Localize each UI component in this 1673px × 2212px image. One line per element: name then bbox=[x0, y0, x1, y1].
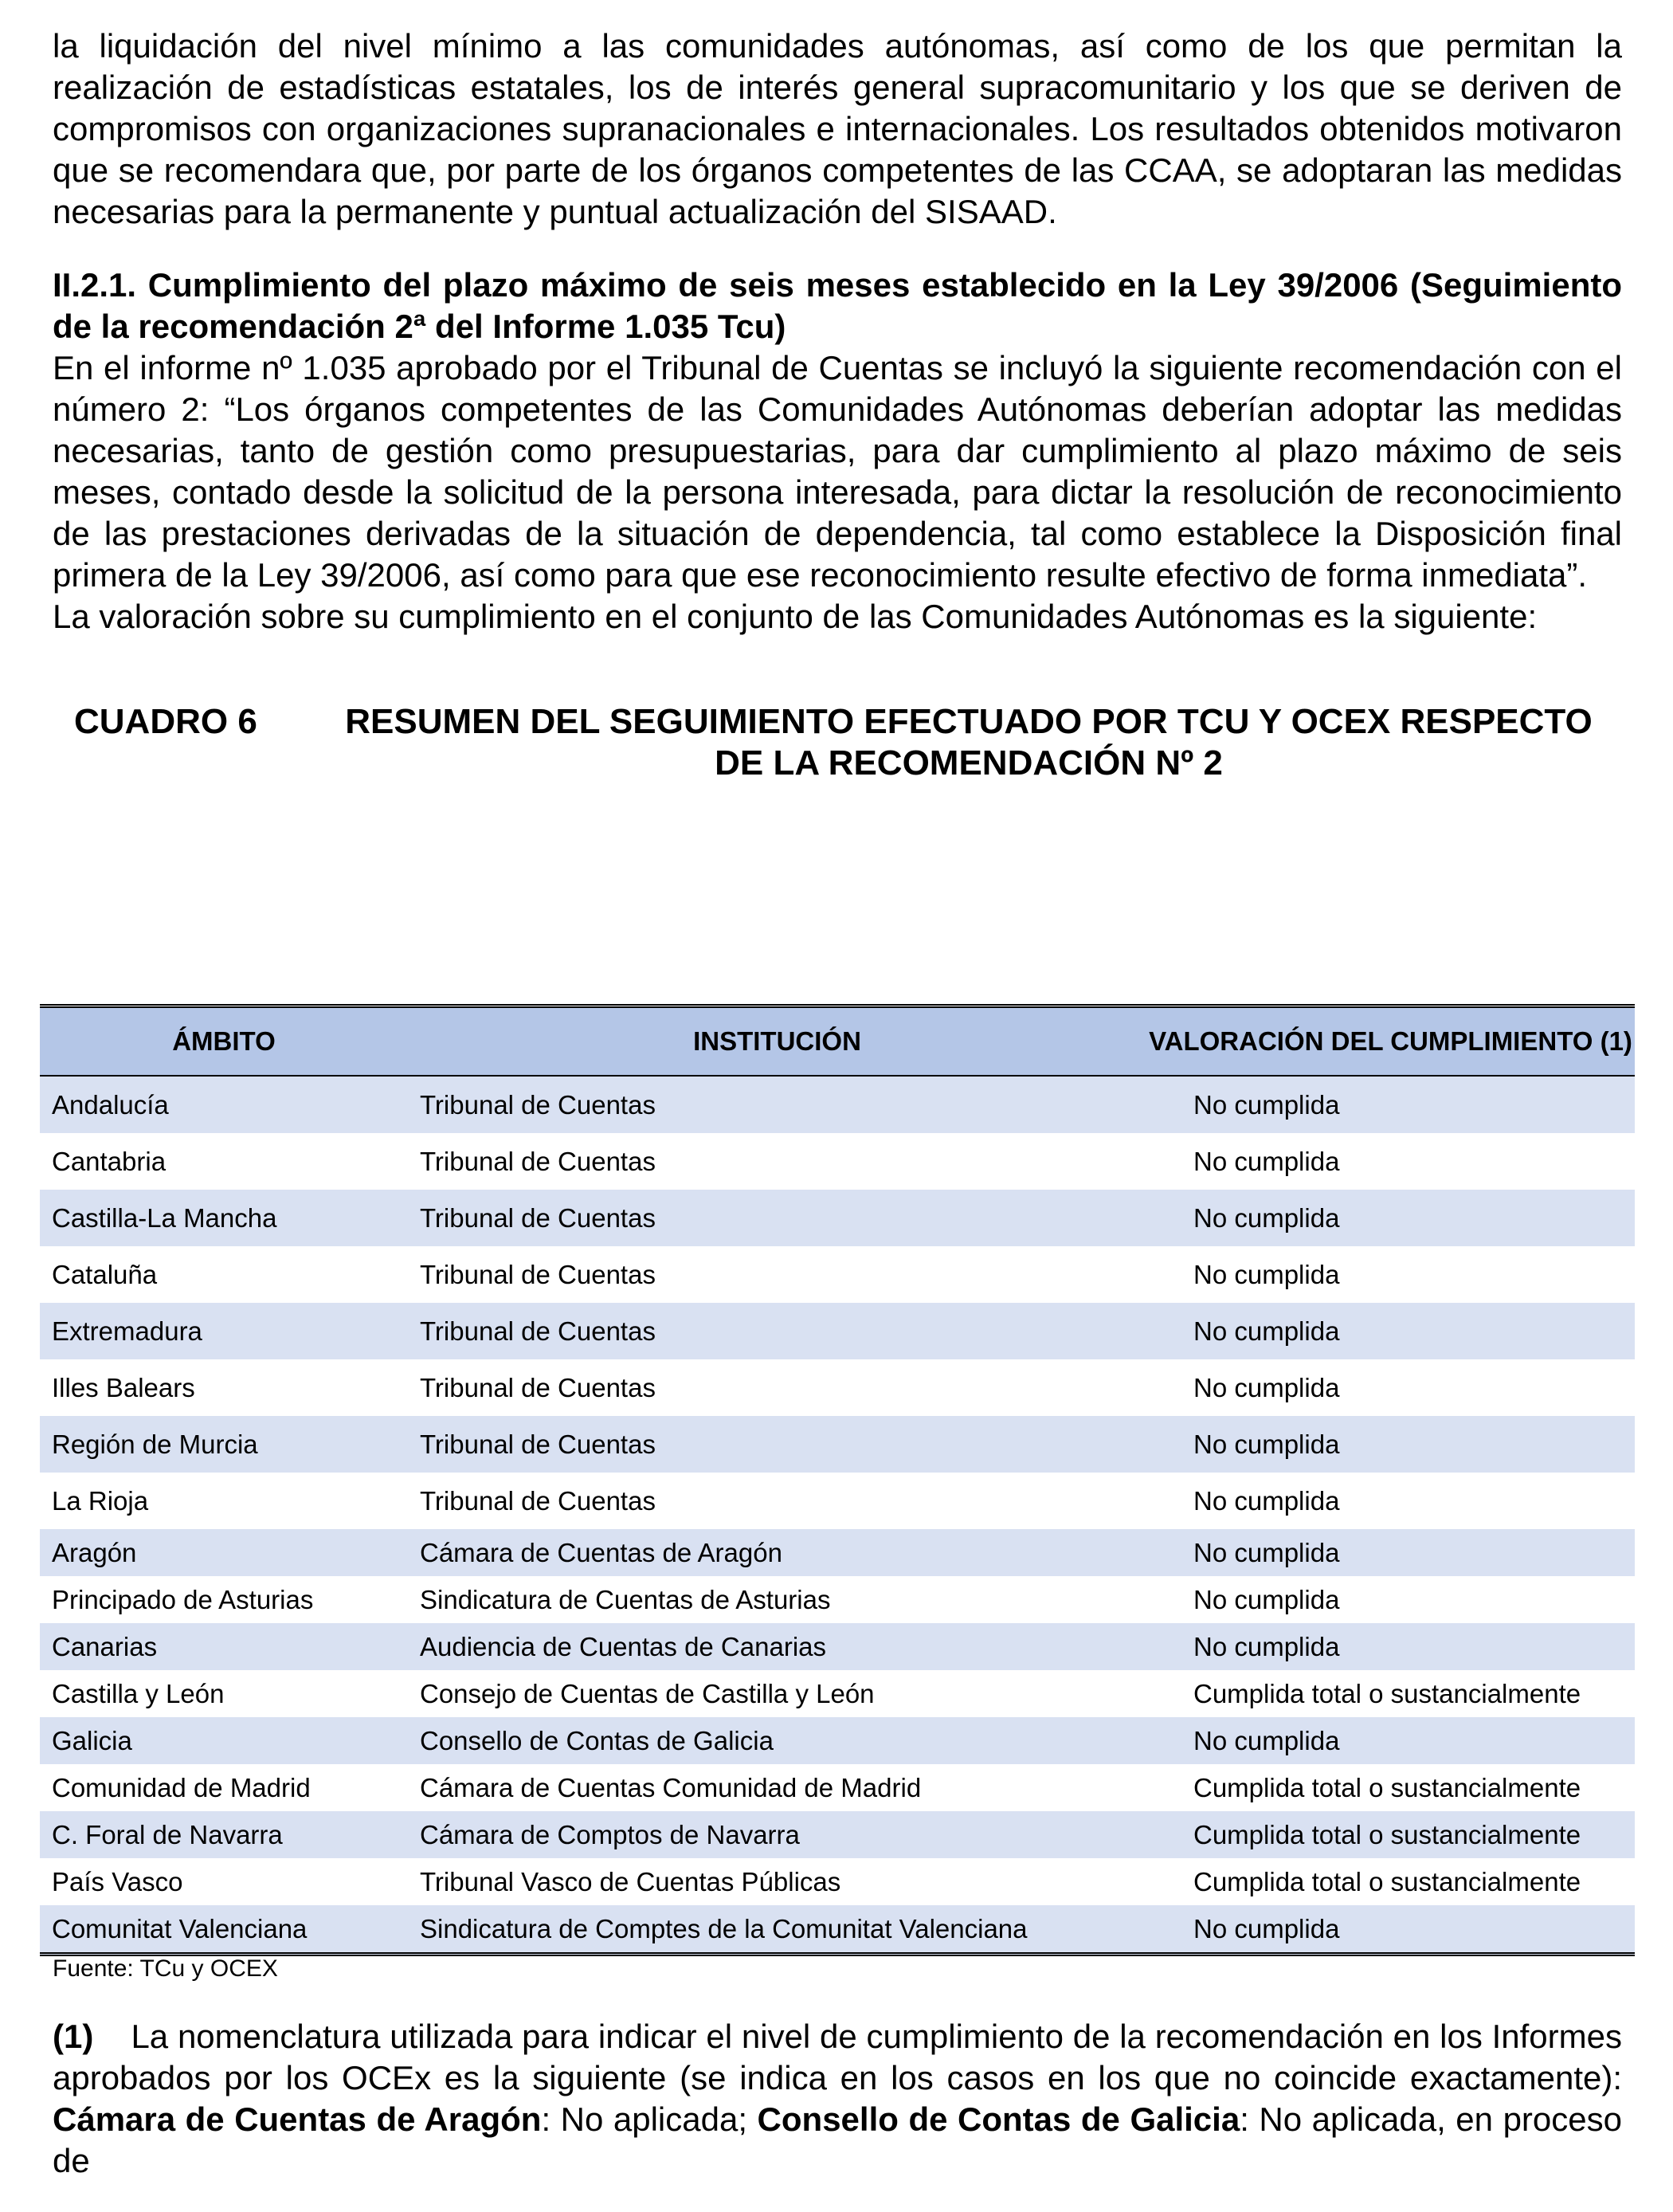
column-header-ambito: ÁMBITO bbox=[40, 1006, 408, 1077]
cell-ambito: Región de Murcia bbox=[40, 1416, 408, 1473]
cell-ambito: Cataluña bbox=[40, 1246, 408, 1303]
cell-institucion: Tribunal de Cuentas bbox=[408, 1190, 1146, 1246]
cell-valoracion: No cumplida bbox=[1146, 1359, 1635, 1416]
recommendation-paragraph: En el informe nº 1.035 aprobado por el Tribunal de Cuentas se incluyó la siguiente recomendación con el número 2: “Los órganos competentes de las Comunidades Autónomas deberían adoptar las medidas necesarias, tanto de gestión como presupuestarias, para dar cumplimiento al plazo máximo de seis meses, contado desde la solicitud de la persona interesada, para dictar la resolución de reconocimiento de las prestaciones derivadas de la situación de dependencia, tal como establece la Disposición final primera de la Ley 39/2006, así como para que ese reconocimiento resulte efectivo de forma inmediata”. bbox=[53, 349, 1622, 594]
cell-valoracion: No cumplida bbox=[1146, 1246, 1635, 1303]
cell-ambito: Andalucía bbox=[40, 1076, 408, 1133]
intro-paragraph: la liquidación del nivel mínimo a las comunidades autónomas, así como de los que permitan la realización de estadísticas estatales, los de interés general supracomunitario y los que se deriven de compromisos con organizaciones supranacionales e internacionales. Los resultados obtenidos motivaron que se recomendara que, por parte de los órganos competentes de las CCAA, se adoptaran las medidas necesarias para la permanente y puntual actualización del SISAAD. bbox=[53, 27, 1622, 230]
cell-valoracion: Cumplida total o sustancialmente bbox=[1146, 1670, 1635, 1717]
follow-up-table bbox=[40, 1004, 1635, 1956]
cell-valoracion: No cumplida bbox=[1146, 1416, 1635, 1473]
table-header-row bbox=[40, 1006, 1635, 1077]
cell-valoracion: No cumplida bbox=[1146, 1576, 1635, 1623]
footnote-entity-galicia: Consello de Contas de Galicia bbox=[757, 2100, 1240, 2138]
cell-valoracion: No cumplida bbox=[1146, 1529, 1635, 1576]
footnote-value-galicia: : No aplicada, en proceso de bbox=[53, 2100, 1622, 2179]
cell-institucion: Tribunal de Cuentas bbox=[408, 1246, 1146, 1303]
table-row bbox=[40, 1858, 1635, 1905]
cell-valoracion: Cumplida total o sustancialmente bbox=[1146, 1764, 1635, 1811]
cell-institucion: Tribunal de Cuentas bbox=[408, 1473, 1146, 1529]
footnote-entity-aragon: Cámara de Cuentas de Aragón bbox=[53, 2100, 542, 2138]
cell-institucion: Tribunal de Cuentas bbox=[408, 1416, 1146, 1473]
footnote-text: La nomenclatura utilizada para indicar el nivel de cumplimiento de la recomendación en los Informes aprobados por los OCEx es la siguiente (se indica en los casos en los que no coincide exactamente): bbox=[53, 2018, 1622, 2096]
column-header-valoracion: VALORACIÓN DEL CUMPLIMIENTO (1) bbox=[1146, 1006, 1635, 1077]
cell-institucion: Audiencia de Cuentas de Canarias bbox=[408, 1623, 1146, 1670]
table-row bbox=[40, 1416, 1635, 1473]
cell-valoracion: Cumplida total o sustancialmente bbox=[1146, 1858, 1635, 1905]
cell-institucion: Cámara de Comptos de Navarra bbox=[408, 1811, 1146, 1858]
table-caption-title: RESUMEN DEL SEGUIMIENTO EFECTUADO POR TCU Y OCEX RESPECTO DE LA RECOMENDACIÓN Nº 2 bbox=[345, 702, 1593, 782]
footnote bbox=[53, 2016, 1622, 2182]
cell-ambito: La Rioja bbox=[40, 1473, 408, 1529]
cell-valoracion: No cumplida bbox=[1146, 1076, 1635, 1133]
cell-institucion: Consejo de Cuentas de Castilla y León bbox=[408, 1670, 1146, 1717]
table-row bbox=[40, 1811, 1635, 1858]
cell-ambito: Illes Balears bbox=[40, 1359, 408, 1416]
cell-valoracion: No cumplida bbox=[1146, 1473, 1635, 1529]
cell-ambito: Principado de Asturias bbox=[40, 1576, 408, 1623]
table-row bbox=[40, 1905, 1635, 1955]
table-row bbox=[40, 1076, 1635, 1133]
cell-valoracion: No cumplida bbox=[1146, 1623, 1635, 1670]
table-row bbox=[40, 1670, 1635, 1717]
cell-institucion: Tribunal de Cuentas bbox=[408, 1303, 1146, 1359]
table-row bbox=[40, 1529, 1635, 1576]
cell-ambito: País Vasco bbox=[40, 1858, 408, 1905]
cell-ambito: Comunitat Valenciana bbox=[40, 1905, 408, 1955]
table-caption bbox=[53, 701, 1622, 784]
footnote-value-aragon: : No aplicada; bbox=[541, 2100, 758, 2138]
cell-valoracion: No cumplida bbox=[1146, 1717, 1635, 1764]
cell-ambito: Canarias bbox=[40, 1623, 408, 1670]
cell-institucion: Sindicatura de Comptes de la Comunitat Valenciana bbox=[408, 1905, 1146, 1955]
column-header-institucion: INSTITUCIÓN bbox=[408, 1006, 1146, 1077]
table-row bbox=[40, 1764, 1635, 1811]
cell-ambito: Galicia bbox=[40, 1717, 408, 1764]
document-page bbox=[53, 25, 1622, 784]
table-row bbox=[40, 1190, 1635, 1246]
assessment-intro-paragraph: La valoración sobre su cumplimiento en el conjunto de las Comunidades Autónomas es la siguiente: bbox=[53, 598, 1538, 635]
cell-ambito: Cantabria bbox=[40, 1133, 408, 1190]
table-source: Fuente: TCu y OCEX bbox=[53, 1955, 278, 1982]
table-row bbox=[40, 1576, 1635, 1623]
cell-institucion: Consello de Contas de Galicia bbox=[408, 1717, 1146, 1764]
table-row bbox=[40, 1359, 1635, 1416]
cell-institucion: Tribunal de Cuentas bbox=[408, 1076, 1146, 1133]
cell-ambito: Comunidad de Madrid bbox=[40, 1764, 408, 1811]
cell-valoracion: No cumplida bbox=[1146, 1303, 1635, 1359]
cell-valoracion: No cumplida bbox=[1146, 1190, 1635, 1246]
cell-ambito: Castilla-La Mancha bbox=[40, 1190, 408, 1246]
cell-ambito: Extremadura bbox=[40, 1303, 408, 1359]
cell-institucion: Tribunal de Cuentas bbox=[408, 1359, 1146, 1416]
cell-institucion: Tribunal de Cuentas bbox=[408, 1133, 1146, 1190]
cell-ambito: Aragón bbox=[40, 1529, 408, 1576]
cell-institucion: Tribunal Vasco de Cuentas Públicas bbox=[408, 1858, 1146, 1905]
cell-valoracion: No cumplida bbox=[1146, 1905, 1635, 1955]
table-row bbox=[40, 1623, 1635, 1670]
cell-valoracion: Cumplida total o sustancialmente bbox=[1146, 1811, 1635, 1858]
cell-institucion: Cámara de Cuentas Comunidad de Madrid bbox=[408, 1764, 1146, 1811]
table-row bbox=[40, 1717, 1635, 1764]
cell-institucion: Cámara de Cuentas de Aragón bbox=[408, 1529, 1146, 1576]
table-row bbox=[40, 1303, 1635, 1359]
cell-institucion: Sindicatura de Cuentas de Asturias bbox=[408, 1576, 1146, 1623]
section-heading: II.2.1. Cumplimiento del plazo máximo de seis meses establecido en la Ley 39/2006 (Seguimiento de la recomendación 2ª del Informe 1.035 Tcu) bbox=[53, 266, 1622, 345]
table-row bbox=[40, 1133, 1635, 1190]
table-row bbox=[40, 1246, 1635, 1303]
cell-valoracion: No cumplida bbox=[1146, 1133, 1635, 1190]
cell-ambito: C. Foral de Navarra bbox=[40, 1811, 408, 1858]
table-caption-number: CUADRO 6 bbox=[74, 702, 257, 741]
table-row bbox=[40, 1473, 1635, 1529]
footnote-marker: (1) bbox=[53, 2018, 94, 2055]
cell-ambito: Castilla y León bbox=[40, 1670, 408, 1717]
